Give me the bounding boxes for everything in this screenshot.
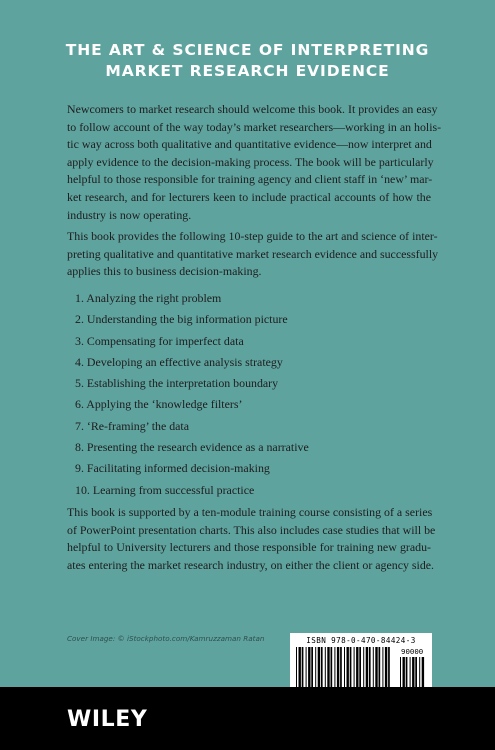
paragraph-line: helpful to those responsible for training agency and client staff in ‘new’ mar- bbox=[67, 172, 433, 187]
list-item: 7. ‘Re-framing’ the data bbox=[75, 418, 190, 433]
intro-paragraph bbox=[67, 101, 442, 224]
publisher-bar bbox=[0, 687, 495, 750]
list-item: 10. Learning from successful practice bbox=[75, 482, 255, 497]
book-title bbox=[0, 40, 495, 82]
book-title-line-1: THE ART & SCIENCE OF INTERPRETING bbox=[65, 41, 430, 59]
list-item: 4. Developing an effective analysis strategy bbox=[75, 354, 283, 369]
cover-image-credit: Cover Image: © iStockphoto.com/Kamruzzaman Ratan bbox=[67, 634, 265, 643]
paragraph-line: industry is now operating. bbox=[67, 207, 192, 222]
price-code: 90000 bbox=[401, 647, 424, 656]
paragraph-line: ket research, and for lecturers keen to include practical accounts of how the bbox=[67, 189, 431, 204]
paragraph-line: Newcomers to market research should welcome this book. It provides an easy bbox=[67, 102, 438, 116]
list-item: 6. Applying the ‘knowledge filters’ bbox=[75, 397, 243, 412]
paragraph-line: This book provides the following 10-step guide to the art and science of inter- bbox=[67, 229, 438, 243]
ten-step-list bbox=[75, 288, 309, 501]
support-paragraph bbox=[67, 504, 436, 574]
paragraph-line: of PowerPoint presentation charts. This also includes case studies that will be bbox=[67, 522, 436, 537]
list-item: 2. Understanding the big information picture bbox=[75, 312, 288, 327]
paragraph-line: applies this to business decision-making. bbox=[67, 264, 262, 279]
list-item: 5. Establishing the interpretation boundary bbox=[75, 376, 279, 391]
guide-paragraph bbox=[67, 228, 439, 281]
paragraph-line: preting qualitative and quantitative market research evidence and successfully bbox=[67, 246, 439, 261]
book-title-line-2: MARKET RESEARCH EVIDENCE bbox=[105, 62, 390, 80]
paragraph-line: helpful to University lecturers and those responsible for training new gradu- bbox=[67, 540, 431, 555]
paragraph-line: This book is supported by a ten-module training course consisting of a series bbox=[67, 505, 433, 519]
list-item: 1. Analyzing the right problem bbox=[75, 291, 222, 305]
isbn-text: ISBN 978-0-470-84424-3 bbox=[306, 636, 416, 645]
publisher-logo: WILEY bbox=[67, 707, 148, 732]
paragraph-line: tic way across both qualitative and quantitative evidence—now interpret and bbox=[67, 137, 432, 152]
list-item: 8. Presenting the research evidence as a narrative bbox=[75, 440, 309, 455]
paragraph-line: to follow account of the way today’s market researchers—working in an holis- bbox=[67, 119, 442, 134]
paragraph-line: ates entering the market research industry, on either the client or agency side. bbox=[67, 557, 435, 572]
paragraph-line: apply evidence to the decision-making process. The book will be particularly bbox=[67, 154, 434, 169]
list-item: 9. Facilitating informed decision-making bbox=[75, 461, 270, 476]
list-item: 3. Compensating for imperfect data bbox=[75, 333, 244, 348]
